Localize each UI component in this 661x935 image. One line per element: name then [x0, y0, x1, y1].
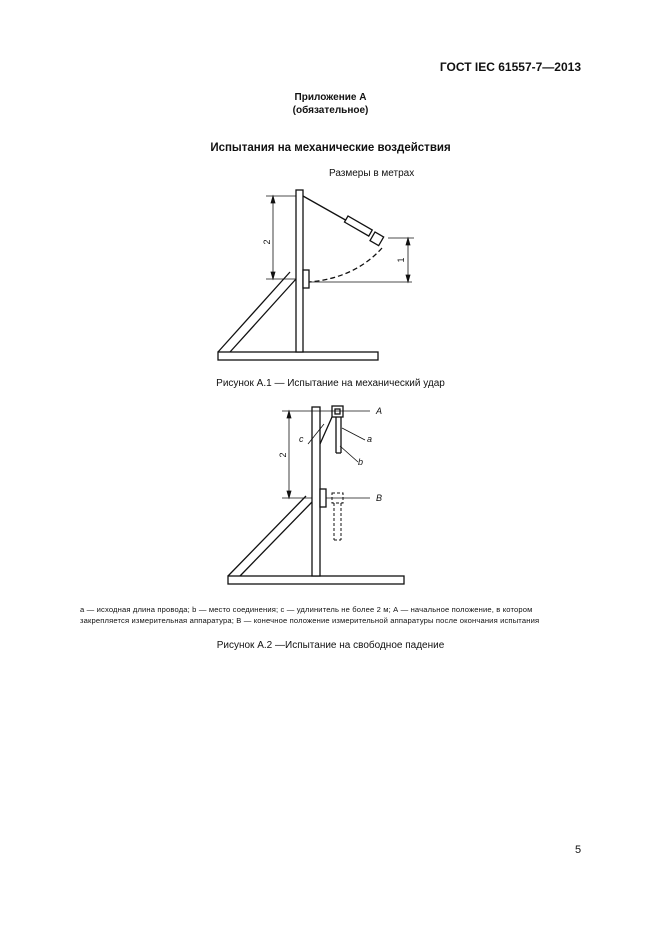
standard-number: ГОСТ IEC 61557-7—2013 — [439, 60, 581, 74]
section-title: Испытания на механические воздействия — [210, 142, 451, 154]
fig1-dim-2: 2 — [262, 239, 272, 245]
figure-a2-legend — [80, 604, 580, 626]
label-A: A — [376, 406, 383, 416]
dimensions-note: Размеры в метрах — [329, 168, 415, 179]
legend-line-2: закрепляется измерительная аппаратура; В — конечное положение измерительной аппаратуры после окончания испытания — [80, 616, 540, 625]
legend-line-1: а — исходная длина провода; b — место соединения; с — удлинитель не более 2 м; А — начальное положение, в котором — [80, 605, 533, 614]
figure-a1-caption: Рисунок А.1 — Испытание на механический удар — [216, 378, 445, 389]
label-b: b — [358, 457, 364, 467]
label-B: B — [376, 493, 383, 503]
fig1-dim-1: 1 — [396, 257, 406, 263]
fig2-dim-2: 2 — [278, 452, 288, 458]
label-a: a — [367, 434, 373, 444]
label-c: c — [299, 434, 304, 444]
appendix-subtitle: (обязательное) — [292, 105, 369, 116]
figure-a2-caption: Рисунок А.2 —Испытание на свободное падение — [216, 640, 445, 651]
page-number: 5 — [575, 844, 582, 856]
appendix-title: Приложение А — [294, 92, 367, 103]
